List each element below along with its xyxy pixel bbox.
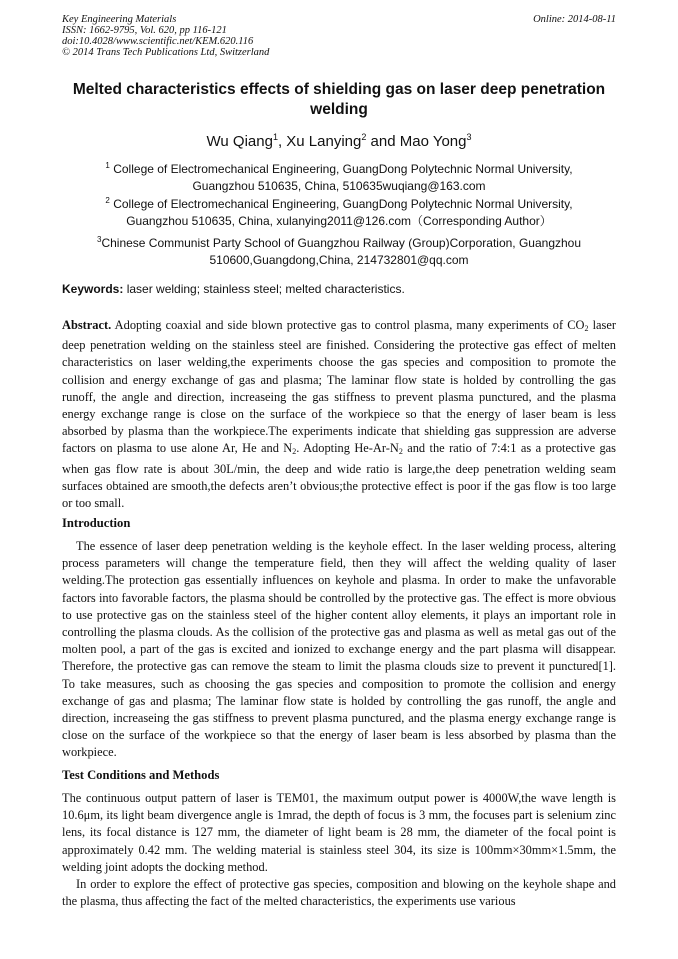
affiliation-number: 3	[96, 235, 102, 244]
keywords-text: laser welding; stainless steel; melted characteristics.	[123, 282, 405, 296]
affiliation-line: Chinese Communist Party School of Guangzhou Railway (Group)Corporation, Guangzhou	[101, 236, 582, 250]
keywords-label: Keywords:	[62, 282, 124, 296]
author-name: Mao Yong	[399, 133, 467, 150]
abstract-text: laser deep penetration welding on the stainless steel are finished. Considering the protective gas effect of melten characteristics on laser welding,the experiments choose the gas species and composition to promote the collision and energy exchange of gas and plasma; The laminar flow state is holded by controlling the gas runoff, the angle and direction, increaseing the gas stiffness to prevent plasma punctured, and the plasma energy exchange range is close on the surface of the workpiece so that the energy of laser beam is less absorbed by plasma than the workpiece.The experiments indicate that shielding gas suppression are adverse factors on plasma to use alone Ar, He and N	[62, 318, 616, 456]
subscript: 2	[292, 447, 297, 457]
affiliation-line: College of Electromechanical Engineering, GuangDong Polytechnic Normal University,	[113, 197, 573, 211]
abstract-label: Abstract.	[62, 318, 112, 332]
test-conditions-heading: Test Conditions and Methods	[62, 768, 220, 782]
author-affil-number: 1	[272, 132, 278, 142]
abstract-text: . Adopting He-Ar-N	[296, 441, 399, 456]
affiliation-number: 1	[105, 161, 110, 170]
abstract-text: and the ratio of 7:4:1 as a protective gas when gas flow rate is about 30L/min, the deep and wide ratio is large,the deep penetration welding seam surfaces obtained are smooth,the defects aren’t obvious;the protective effect is poor if the gas flow is too large or too small.	[62, 441, 617, 511]
journal-name: Key Engineering Materials	[62, 14, 177, 25]
doi-line: doi:10.4028/www.scientific.net/KEM.620.116	[62, 36, 254, 47]
author-name: Wu Qiang	[206, 133, 273, 150]
subscript: 2	[398, 447, 403, 457]
author-list	[62, 128, 616, 151]
affiliation-line: Guangzhou 510635, China, 510635wuqiang@163.com	[192, 179, 486, 193]
affiliation-2	[62, 192, 616, 230]
copyright-line: © 2014 Trans Tech Publications Ltd, Switzerland	[62, 47, 270, 58]
keywords	[62, 282, 616, 297]
affiliation-3	[62, 231, 616, 269]
test-conditions-paragraph: In order to explore the effect of protective gas species, composition and blowing on the keyhole shape and the plasma, thus affecting the fact of the melted characteristics, the experiments use various	[62, 877, 616, 909]
affiliation-line: 510600,Guangdong,China, 214732801@qq.com	[209, 253, 469, 267]
issn-line: ISSN: 1662-9795, Vol. 620, pp 116-121	[62, 25, 227, 36]
online-date: Online: 2014-08-11	[533, 14, 616, 25]
introduction-paragraph: The essence of laser deep penetration welding is the keyhole effect. In the laser welding process, altering process parameters will change the temperature field, then they will affect the welding quality of laser welding.The protection gas essentially influences on keyhole and plasma. In order to make the unfavorable factors into favorable factors, the plasma should be controlled by the protective gas. The effect is more obvious to use protective gas on the stainless steel of the higher content alloy elements, it plays an important role in controlling the plasma clouds. As the collision of the protective gas and plasma as well as metal gas out of the molten pool, a part of the gas is excited and ionized to exchange energy and the part plasma will disappear. Therefore, the protective gas can remove the steam to limit the plasma clouds size to prevent it punctured[1]. To take measures, such as choosing the gas species and composition to promote the collision and energy exchange of gas and plasma; The laminar flow state is holded by controlling the gas runoff, the angle and direction, increaseing the gas stiffness to prevent plasma punctured, and the plasma energy exchange range is close on the surface of the workpiece so that the energy of laser beam is less absorbed by plasma than the workpiece.	[62, 539, 616, 760]
subscript: 2	[584, 324, 589, 333]
affiliation-line: Guangzhou 510635, China, xulanying2011@126.com（Corresponding Author）	[126, 214, 552, 228]
introduction-heading: Introduction	[62, 516, 131, 530]
abstract	[62, 317, 616, 512]
affiliation-line: College of Electromechanical Engineering, GuangDong Polytechnic Normal University,	[113, 162, 573, 176]
author-separator: ,	[277, 133, 287, 150]
test-conditions-paragraph: The continuous output pattern of laser is TEM01, the maximum output power is 4000W,the wave length is 10.6μm, its light beam divergence angle is 1mrad, the depth of focus is 3 mm, the focuses part is selenium zinc lens, its focal distance is 127 mm, the diameter of light beam is 28 mm, the diameter of the focal point is approximately 0.42 mm. The welding material is stainless steel 304, its size is 100mm×30mm×1.5mm, the welding joint adopts the docking method.	[62, 791, 616, 874]
author-name: Xu Lanying	[286, 133, 362, 150]
journal-header	[62, 14, 616, 58]
paper-title: Melted characteristics effects of shielding gas on laser deep penetration welding	[72, 81, 606, 118]
author-affil-number: 2	[361, 132, 367, 142]
author-separator: and	[366, 133, 400, 150]
abstract-text: Adopting coaxial and side blown protective gas to control plasma, many experiments of CO	[111, 318, 585, 332]
affiliation-number: 2	[105, 196, 110, 205]
author-affil-number: 3	[466, 132, 472, 142]
test-conditions-body	[62, 790, 616, 910]
affiliation-1	[62, 157, 616, 195]
introduction-body	[62, 538, 616, 762]
